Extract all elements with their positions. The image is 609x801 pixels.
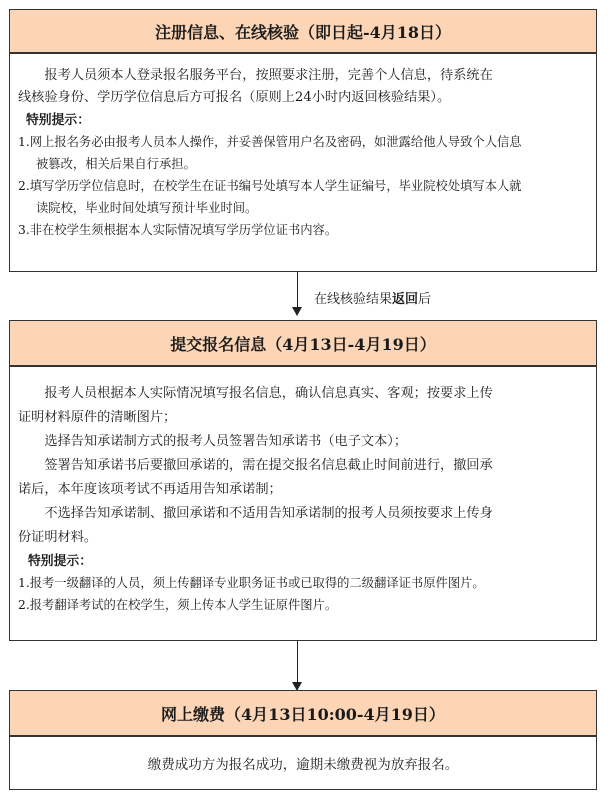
arrow1-label-suffix: 后 bbox=[418, 292, 432, 307]
step2-paragraph-3-line1: 签署告知承诺书后要撤回承诺的，需在提交报名信息截止时间前进行，撤回承 bbox=[44, 458, 493, 473]
step2-paragraph-1-line1: 报考人员根据本人实际情况填写报名信息，确认信息真实、客观；按要求上传 bbox=[44, 386, 493, 401]
step2-title: 提交报名信息（4月13日-4月19日） bbox=[170, 334, 436, 354]
step1-note-3: 3.非在校学生须根据本人实际情况填写学历学位证书内容。 bbox=[18, 223, 338, 237]
step2-paragraph-3-line2: 诺后，本年度该项考试不再适用告知承诺制； bbox=[18, 482, 282, 497]
step2-tip-label: 特别提示： bbox=[28, 554, 92, 569]
step2-body bbox=[9, 366, 597, 641]
step3-header bbox=[9, 690, 597, 736]
step3-body bbox=[9, 736, 597, 790]
step2-paragraph-1-line2: 证明材料原件的清晰图片； bbox=[18, 410, 177, 425]
step1-paragraph-line1: 报考人员须本人登录报名服务平台，按照要求注册，完善个人信息，待系统在 bbox=[44, 68, 493, 83]
step3-title: 网上缴费（4月13日10:00-4月19日） bbox=[161, 704, 445, 724]
step2-paragraph-2: 选择告知承诺制方式的报考人员签署告知承诺书（电子文本）； bbox=[44, 434, 408, 449]
step2-note-2: 2.报考翻译考试的在校学生，须上传本人学生证原件图片。 bbox=[18, 598, 338, 612]
step2-note-1: 1.报考一级翻译的人员，须上传翻译专业职务证书或已取得的二级翻译证书原件图片。 bbox=[18, 576, 485, 590]
step2-paragraph-4-line2: 份证明材料。 bbox=[18, 530, 98, 545]
step1-note-2-line2: 读院校，毕业时间处填写预计毕业时间。 bbox=[36, 201, 258, 215]
arrow1-label-prefix: 在线核验结果 bbox=[314, 292, 393, 307]
step1-title: 注册信息、在线核验（即日起-4月18日） bbox=[154, 22, 452, 42]
step1-note-1-line1: 1.网上报名务必由报考人员本人操作，并妥善保管用户名及密码，如泄露给他人导致个人信息 bbox=[18, 135, 522, 149]
step1-header bbox=[9, 9, 597, 53]
step1-note-2-line1: 2.填写学历学位信息时，在校学生在证书编号处填写本人学生证编号，毕业院校处填写本人就 bbox=[18, 179, 522, 193]
step1-tip-label: 特别提示： bbox=[26, 113, 90, 128]
step1-paragraph-line2: 线核验身份、学历学位信息后方可报名（原则上24小时内返回核验结果）。 bbox=[18, 90, 451, 105]
step3-text: 缴费成功方为报名成功，逾期未缴费视为放弃报名。 bbox=[147, 757, 459, 773]
step2-paragraph-4-line1: 不选择告知承诺制、撤回承诺和不适用告知承诺制的报考人员须按要求上传身 bbox=[44, 506, 493, 521]
step1-note-1-line2: 被篡改，相关后果自行承担。 bbox=[36, 157, 196, 171]
step1-body bbox=[9, 53, 597, 272]
arrow1-label-bold: 返回 bbox=[392, 292, 419, 307]
step2-header bbox=[9, 320, 597, 366]
arrow1-label bbox=[314, 288, 431, 307]
